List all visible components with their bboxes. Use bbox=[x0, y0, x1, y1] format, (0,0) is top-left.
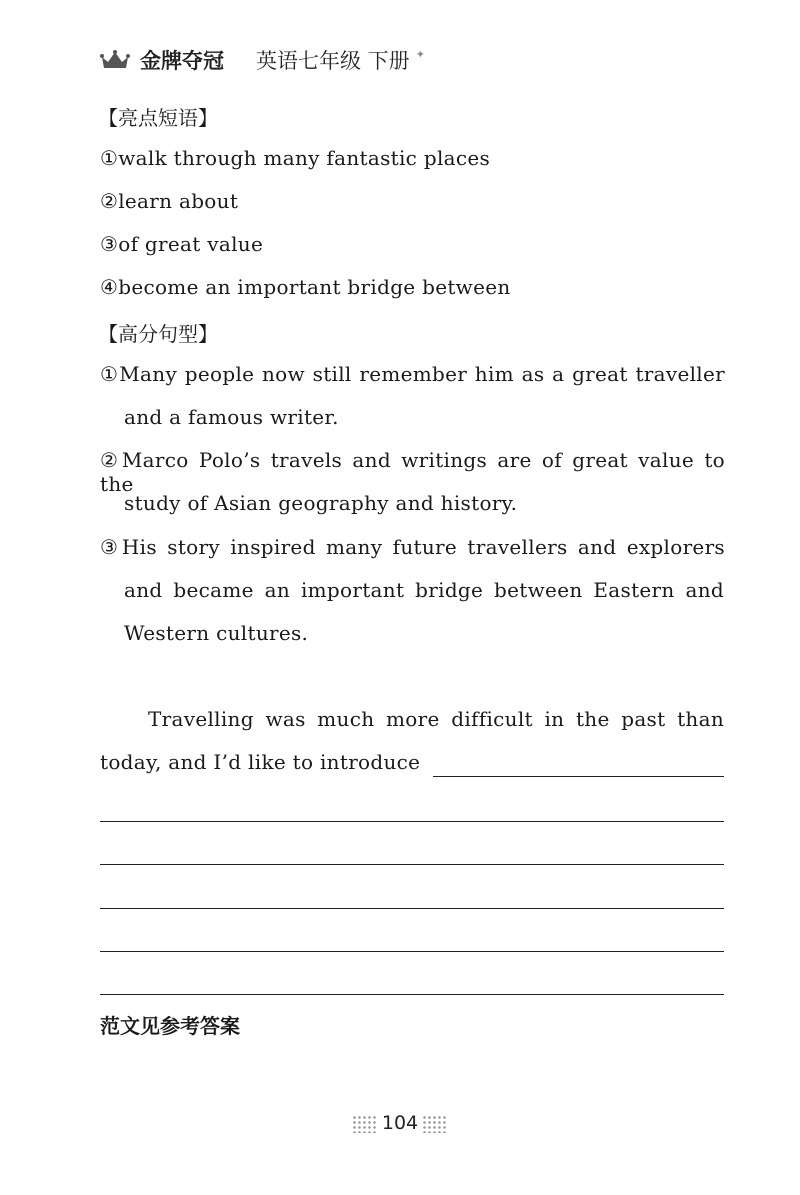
page-number: 104 bbox=[381, 1112, 419, 1134]
phrase-item: ③of great value bbox=[100, 232, 264, 256]
page-header bbox=[100, 42, 425, 78]
book-brand: 金牌夺冠 bbox=[140, 49, 224, 73]
dot-pattern-icon bbox=[352, 1115, 378, 1133]
sentence-line: ②Marco Polo’s travels and writings are of great value to the bbox=[100, 448, 725, 496]
writing-blank-line[interactable] bbox=[100, 864, 724, 865]
book-subtitle: 英语七年级 下册 bbox=[256, 49, 410, 73]
sentence-line: study of Asian geography and history. bbox=[124, 491, 518, 515]
sentence-line: and a famous writer. bbox=[124, 405, 339, 429]
writing-blank-line[interactable] bbox=[100, 994, 724, 995]
phrase-item: ④become an important bridge between bbox=[100, 275, 511, 299]
highlight-phrases-heading: 【亮点短语】 bbox=[98, 106, 218, 130]
writing-prompt-line: Travelling was much more difficult in the past than bbox=[148, 707, 724, 731]
sentence-line: Western cultures. bbox=[124, 621, 309, 645]
page-number-footer bbox=[0, 1112, 800, 1134]
phrase-item: ①walk through many fantastic places bbox=[100, 146, 491, 170]
writing-blank-line[interactable] bbox=[100, 951, 724, 952]
sentence-line: ①Many people now still remember him as a great traveller bbox=[100, 362, 725, 386]
writing-blank-line[interactable] bbox=[100, 908, 724, 909]
sparkle-icon: ✦ bbox=[415, 47, 425, 61]
writing-blank-line[interactable] bbox=[433, 776, 724, 777]
answer-note: 范文见参考答案 bbox=[100, 1014, 240, 1038]
key-sentences-heading: 【高分句型】 bbox=[98, 322, 218, 346]
crown-icon bbox=[100, 49, 130, 71]
dot-pattern-icon bbox=[422, 1115, 448, 1133]
writing-prompt-line: today, and I’d like to introduce bbox=[100, 750, 421, 774]
writing-blank-line[interactable] bbox=[100, 821, 724, 822]
sentence-line: and became an important bridge between Eastern and bbox=[124, 578, 724, 602]
sentence-line: ③His story inspired many future travellers and explorers bbox=[100, 535, 725, 559]
phrase-item: ②learn about bbox=[100, 189, 239, 213]
